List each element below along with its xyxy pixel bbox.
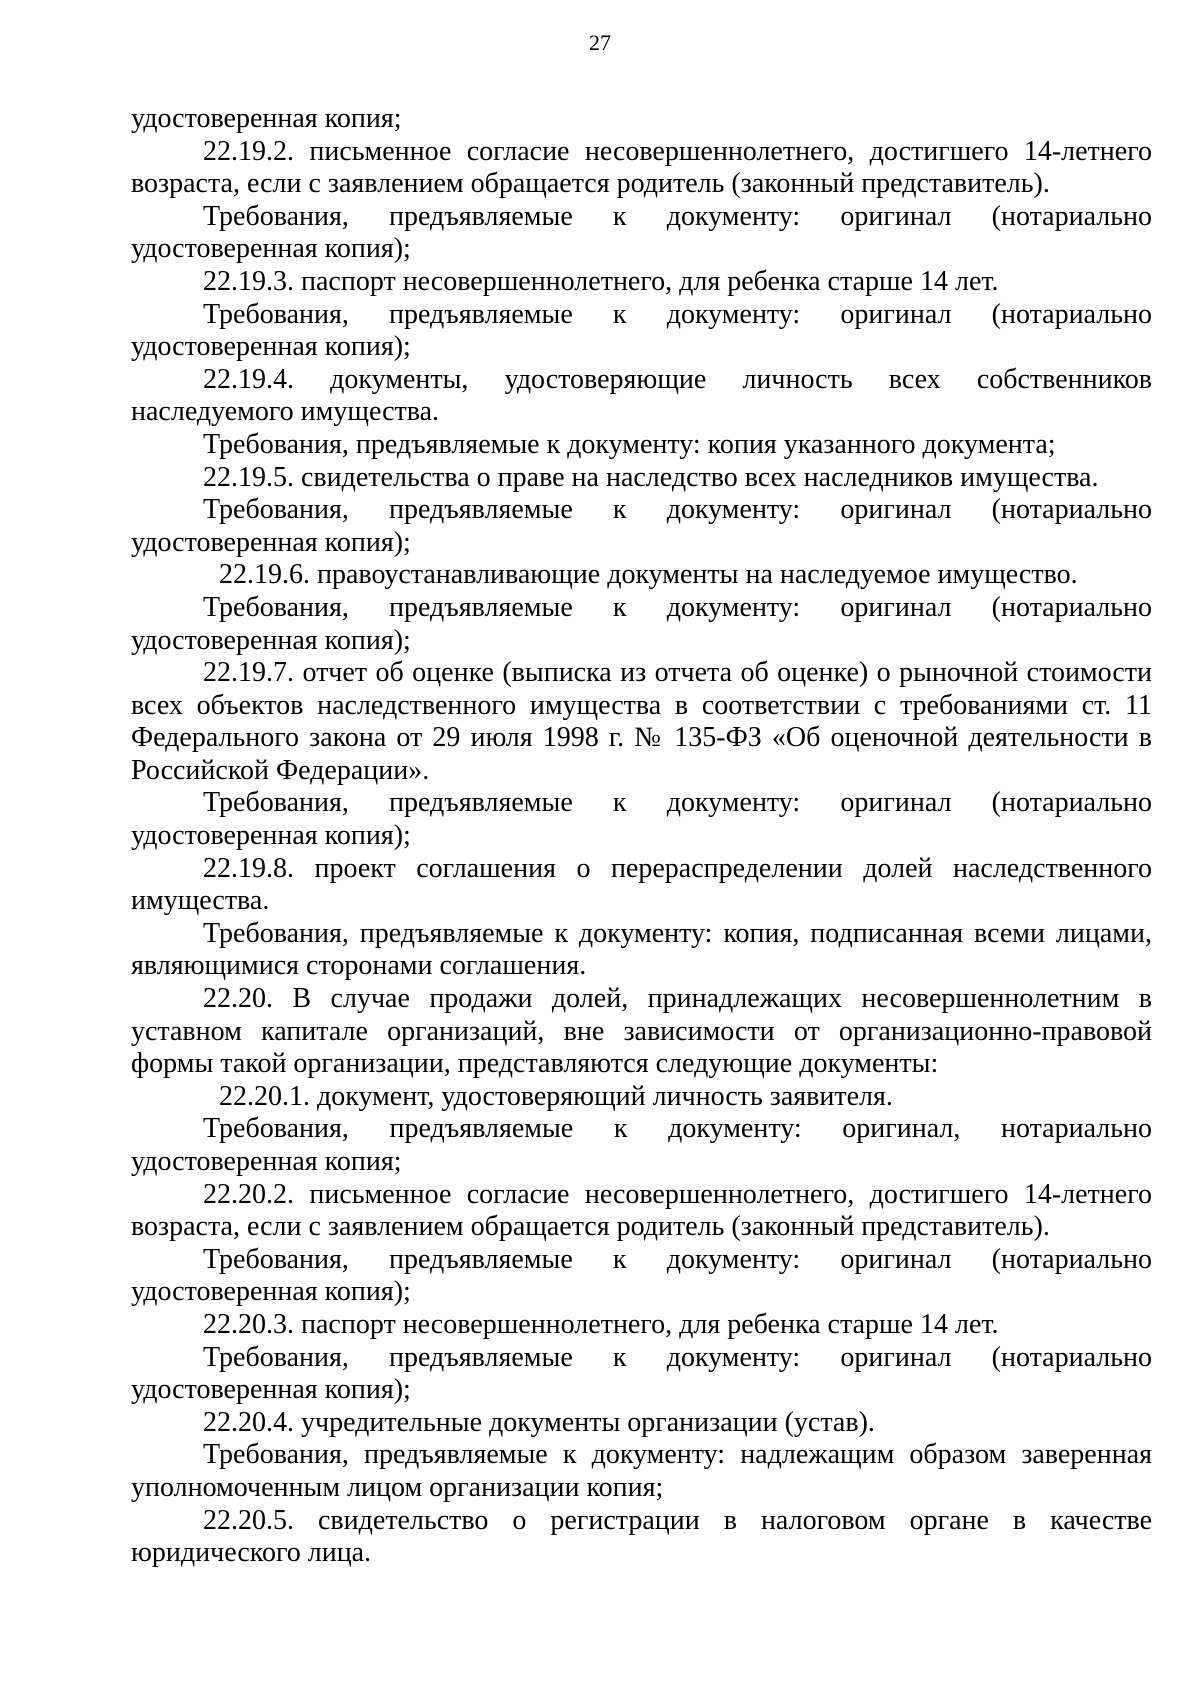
paragraph: 22.20.4. учредительные документы организации (устав).: [203, 1406, 875, 1438]
paragraph: 22.19.2. письменное согласие несовершеннолетнего, достигшего 14-летнего возраста, если с заявлением обращается родитель (законный представитель).: [131, 135, 1152, 200]
paragraph: Требования, предъявляемые к документу: копия, подписанная всеми лицами, являющимися сторонами соглашения.: [131, 917, 1152, 982]
paragraph: Требования, предъявляемые к документу: оригинал (нотариально удостоверенная копия);: [131, 298, 1152, 363]
paragraph: 22.20. В случае продажи долей, принадлежащих несовершеннолетним в уставном капитале организаций, вне зависимости от организационно-правовой формы такой организации, представляются следующие документы:: [131, 983, 1152, 1080]
paragraph: Требования, предъявляемые к документу: надлежащим образом заверенная уполномоченным лицом организации копия;: [131, 1439, 1152, 1503]
paragraph: 22.20.5. свидетельство о регистрации в налоговом органе в качестве юридического лица.: [131, 1504, 1152, 1569]
paragraph: 22.19.3. паспорт несовершеннолетнего, для ребенка старше 14 лет.: [203, 265, 999, 297]
paragraph: Требования, предъявляемые к документу: оригинал (нотариально удостоверенная копия);: [131, 494, 1152, 558]
paragraph: 22.19.4. документы, удостоверяющие личность всех собственников наследуемого имущества.: [131, 363, 1152, 428]
paragraph: 22.19.5. свидетельства о праве на наследство всех наследников имущества.: [203, 461, 1099, 493]
paragraph: Требования, предъявляемые к документу: оригинал (нотариально удостоверенная копия);: [131, 787, 1152, 852]
paragraph: 22.20.1. документ, удостоверяющий личность заявителя.: [219, 1080, 893, 1112]
paragraph: Требования, предъявляемые к документу: оригинал, нотариально удостоверенная копия;: [131, 1113, 1152, 1177]
paragraph: Требования, предъявляемые к документу: копия указанного документа;: [203, 428, 1056, 460]
paragraph: Требования, предъявляемые к документу: оригинал (нотариально удостоверенная копия);: [131, 591, 1152, 656]
paragraph: 22.20.2. письменное согласие несовершеннолетнего, достигшего 14-летнего возраста, если с заявлением обращается родитель (законный представитель).: [131, 1178, 1152, 1243]
paragraph: 22.19.6. правоустанавливающие документы на наследуемое имущество.: [219, 559, 1078, 591]
paragraph: Требования, предъявляемые к документу: оригинал (нотариально удостоверенная копия);: [131, 1243, 1152, 1308]
paragraph: Требования, предъявляемые к документу: оригинал (нотариально удостоверенная копия);: [131, 1341, 1152, 1406]
paragraph: 22.19.8. проект соглашения о перераспределении долей наследственного имущества.: [131, 852, 1152, 917]
page-number: 27: [589, 30, 611, 55]
paragraph: удостоверенная копия;: [131, 103, 402, 134]
paragraph: 22.20.3. паспорт несовершеннолетнего, для ребенка старше 14 лет.: [203, 1308, 999, 1340]
paragraph: 22.19.7. отчет об оценке (выписка из отчета об оценке) о рыночной стоимости всех объектов наследственного имущества в соответствии с требованиями ст. 11 Федерального закона от 29 июля 1998 г. № 135-ФЗ «Об оценочной деятельности в Российской Федерации».: [131, 657, 1152, 786]
document-body: [131, 103, 1152, 1570]
paragraph: Требования, предъявляемые к документу: оригинал (нотариально удостоверенная копия);: [131, 200, 1152, 265]
